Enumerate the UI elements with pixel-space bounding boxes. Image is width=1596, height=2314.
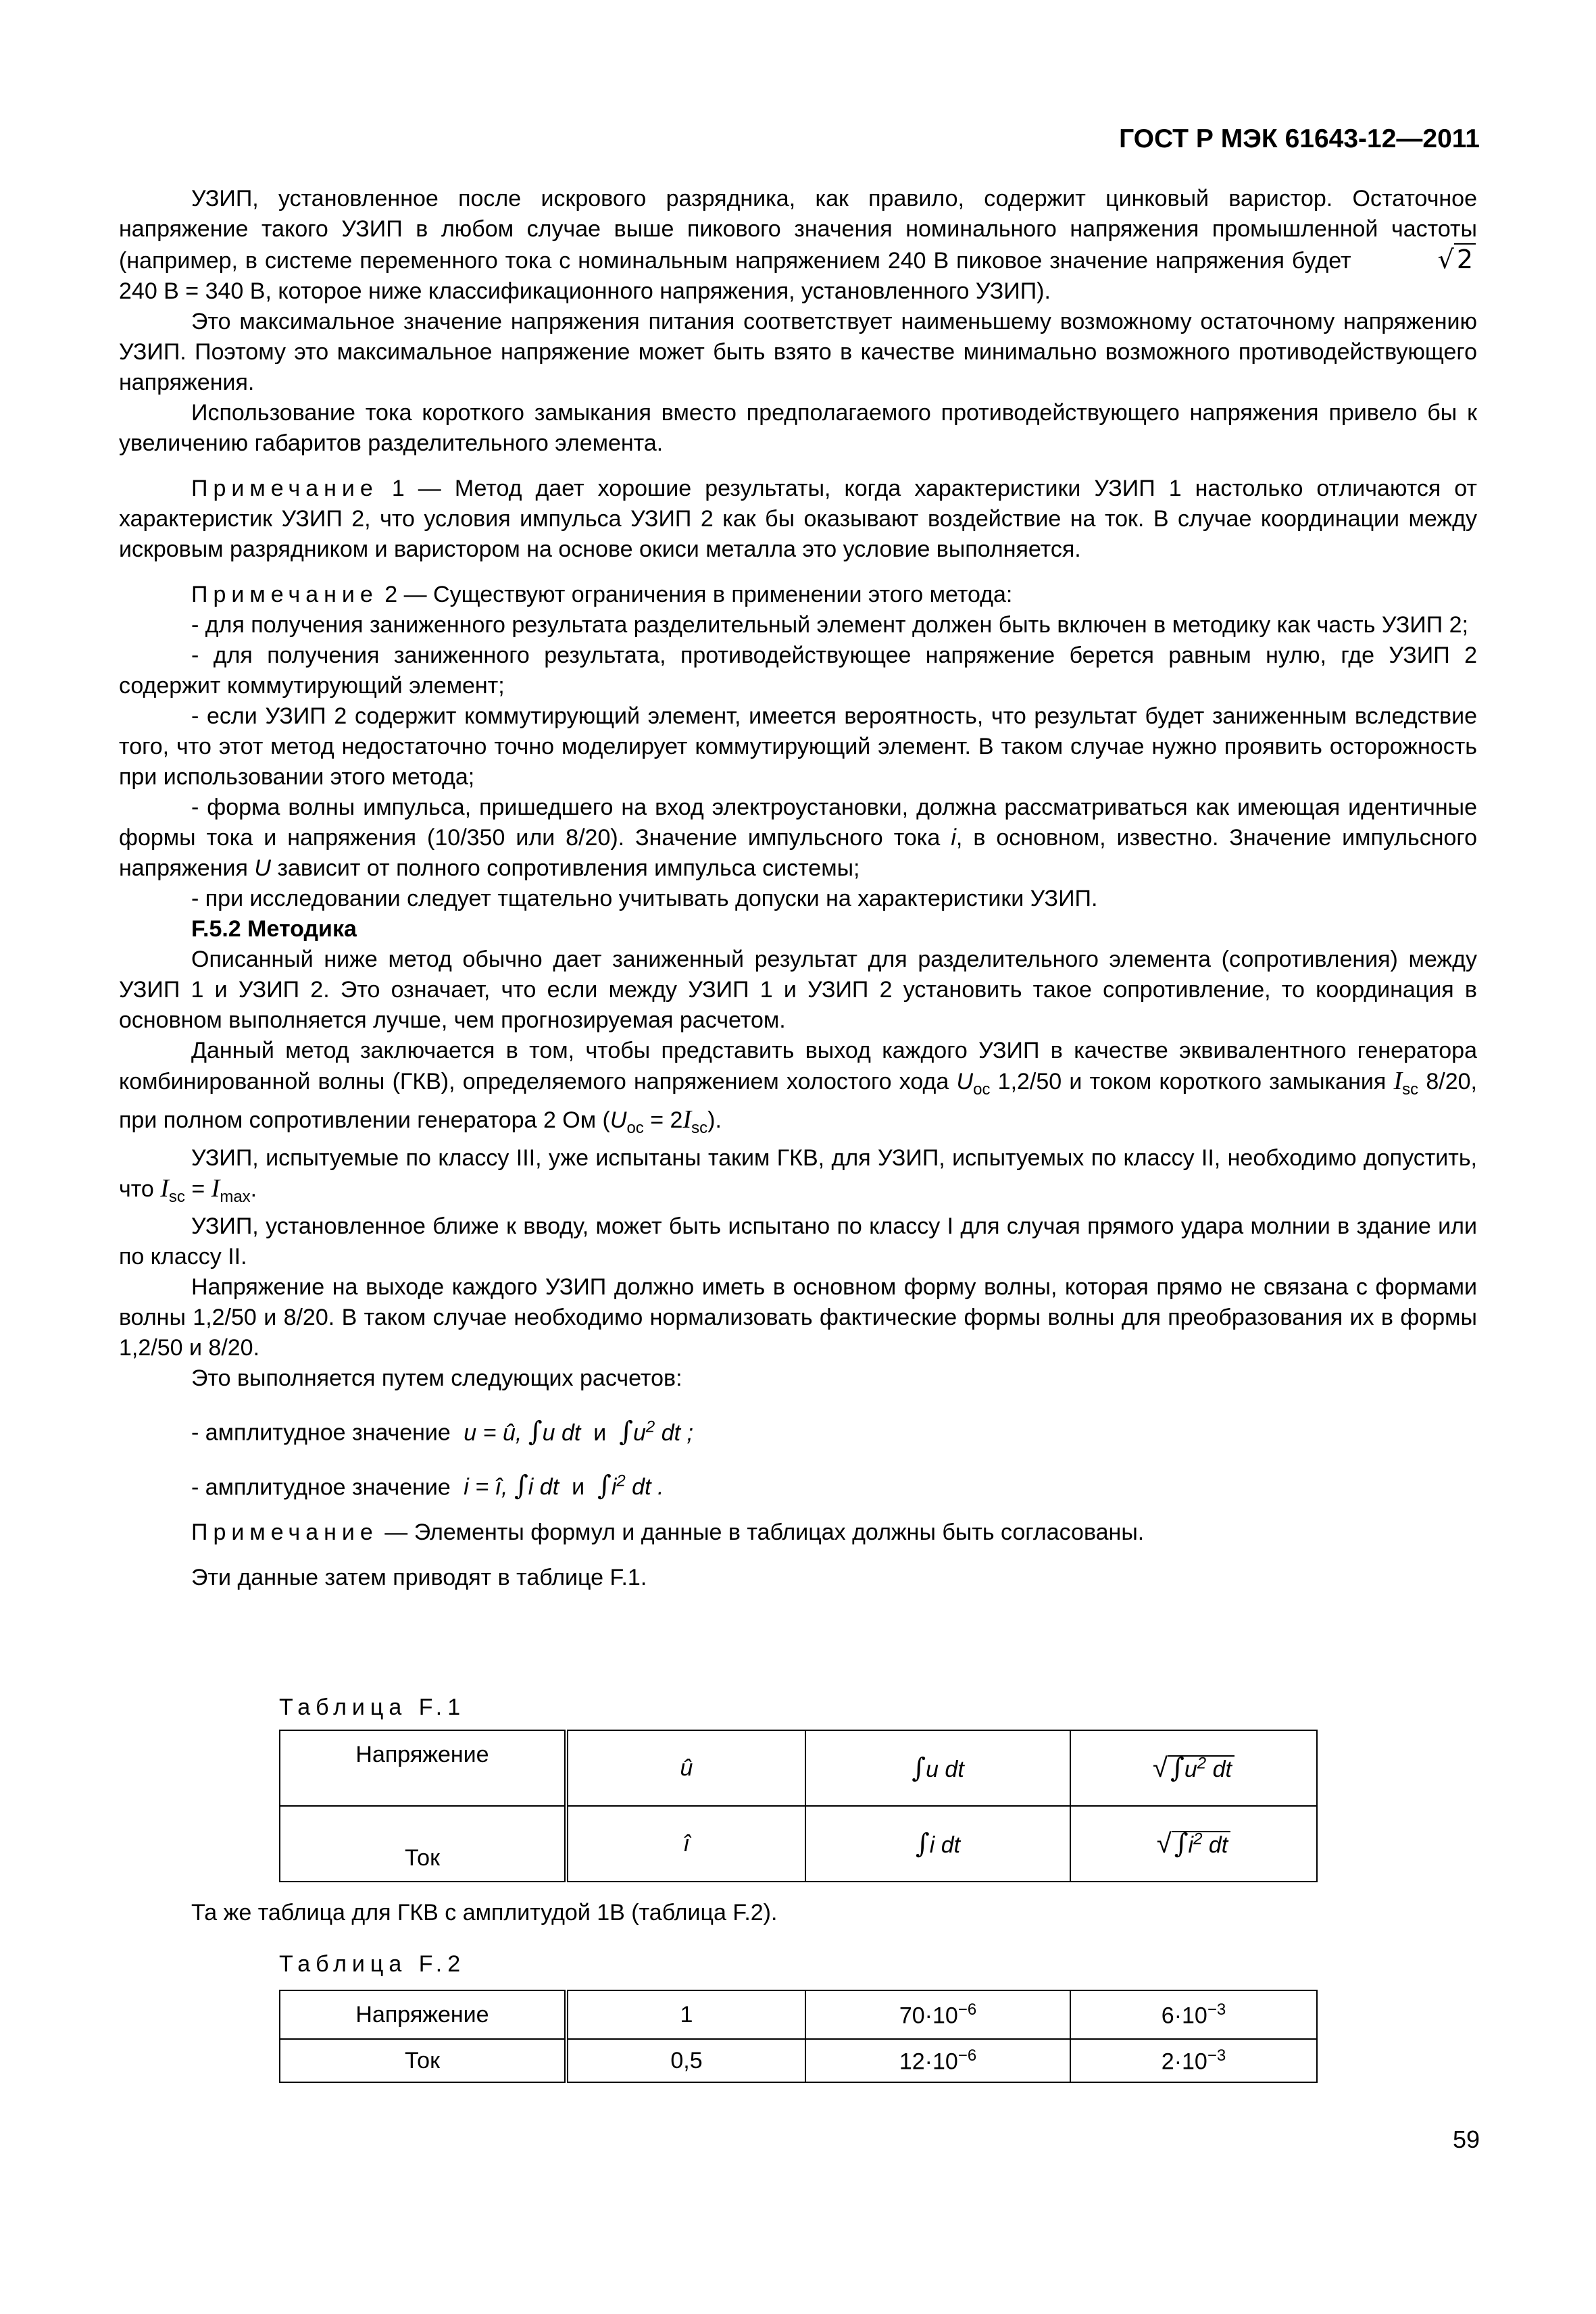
note-3: Примечание — Элементы формул и данные в таблицах должны быть согласованы. bbox=[191, 1519, 1145, 1546]
table-1 bbox=[279, 1730, 1318, 1882]
table-cell: $6\cdot 10^{-3}$ bbox=[1070, 1990, 1317, 2039]
standard-header: ГОСТ Р МЭК 61643-12—2011 bbox=[1119, 124, 1480, 153]
table-cell: $12\cdot 10^{-6}$ bbox=[805, 2039, 1070, 2082]
paragraph-5: Данный метод заключается в том, чтобы представить выход каждого УЗИП в качестве эквивалентного генератора комбинированной волны (ГКВ), определяемого напряжением холостого хода $U_{oc}$ 1,2/50 и током короткого замыкания $I_{sc}$ 8/20, при полном сопротивлении генератора 2 Ом $(U_{oc} = 2I_{sc})$. bbox=[119, 1038, 1477, 1137]
table-1-caption: Таблица F.1 bbox=[279, 1694, 466, 1720]
list-item: - при исследовании следует тщательно учитывать допуски на характеристики УЗИП. bbox=[191, 886, 1098, 911]
paragraph-1: УЗИП, установленное после искрового разрядника, как правило, содержит цинковый варистор. Остаточное напряжение такого УЗИП в любом случае выше пикового значения номинального напряжения промышленной частоты (например, в системе переменного тока с номинальным напряжением 240 В пиковое значение напряжения будет √ 2 240 В = 340 В, которое ниже классификационного напряжения, установленного УЗИП). bbox=[119, 186, 1477, 304]
paragraph-10: Эти данные затем приводят в таблице F.1. bbox=[191, 1565, 647, 1591]
table-2-caption: Таблица F.2 bbox=[279, 1951, 466, 1977]
list-item: - для получения заниженного результата, противодействующее напряжение берется равным нулю, где УЗИП 2 содержит коммутирующий элемент; bbox=[119, 643, 1477, 699]
table-cell: 1 bbox=[566, 1990, 805, 2039]
formula-voltage: - амплитудное значение u = û, ∫u dt и $\int u^2$ dt ; bbox=[191, 1415, 693, 1447]
list-item: - для получения заниженного результата разделительный элемент должен быть включен в методику как часть УЗИП 2; bbox=[191, 612, 1468, 638]
paragraph-9: Это выполняется путем следующих расчетов: bbox=[191, 1365, 682, 1392]
formula-current: - амплитудное значение i = î, ∫i dt и $\int i^2$ dt . bbox=[191, 1470, 664, 1502]
table-cell: √ $\int i^2$ dt bbox=[1070, 1806, 1317, 1882]
paragraph-6: УЗИП, испытуемые по классу III, уже испытаны таким ГКВ, для УЗИП, испытуемых по классу II, необходимо допустить, что $I_{sc} = I_{max}$. bbox=[119, 1145, 1477, 1206]
table-cell: √ $\int u^2$ dt bbox=[1070, 1730, 1317, 1806]
table-row bbox=[280, 1990, 1317, 2039]
table-cell: î bbox=[566, 1806, 805, 1882]
paragraph-4: Описанный ниже метод обычно дает заниженный результат для разделительного элемента (сопротивления) между УЗИП 1 и УЗИП 2. Это означает, что если между УЗИП 1 и УЗИП 2 установить такое сопротивление, то координация в основном выполняется лучше, чем прогнозируемая расчетом. bbox=[119, 947, 1477, 1033]
table-cell: $2\cdot 10^{-3}$ bbox=[1070, 2039, 1317, 2082]
sqrt-symbol: √ 2 bbox=[1366, 245, 1476, 275]
paragraph-2: Это максимальное значение напряжения питания соответствует наименьшему возможному остаточному напряжению УЗИП. Поэтому это максимальное напряжение может быть взято в качестве минимально возможного противодействующего напряжения. bbox=[119, 309, 1477, 395]
paragraph-7: УЗИП, установленное ближе к вводу, может быть испытано по классу I для случая прямого удара молнии в здание или по классу II. bbox=[119, 1213, 1477, 1270]
table-cell: ∫u dt bbox=[805, 1730, 1070, 1806]
table-row bbox=[280, 1730, 1317, 1806]
list-item: - форма волны импульса, пришедшего на вход электроустановки, должна рассматриваться как имеющая идентичные формы тока и напряжения (10/350 или 8/20). Значение импульсного тока i, в основном, известно. Значение импульсного напряжения U зависит от полного сопротивления импульса системы; bbox=[119, 795, 1477, 881]
note-2: Примечание 2 — Существуют ограничения в применении этого метода: bbox=[191, 582, 1013, 607]
page-number: 59 bbox=[1452, 2126, 1480, 2153]
section-title: F.5.2 Методика bbox=[191, 916, 357, 942]
body-text bbox=[119, 184, 1477, 1593]
list-item: - если УЗИП 2 содержит коммутирующий элемент, имеется вероятность, что результат будет заниженным вследствие того, что этот метод недостаточно точно моделирует коммутирующий элемент. В таком случае нужно проявить осторожность при использовании этого метода; bbox=[119, 703, 1477, 790]
table-row bbox=[280, 1806, 1317, 1882]
table-2 bbox=[279, 1990, 1318, 2083]
paragraph-8: Напряжение на выходе каждого УЗИП должно иметь в основном форму волны, которая прямо не связана с формами волны 1,2/50 и 8/20. В таком случае необходимо нормализовать фактические формы волны для преобразования их в формы 1,2/50 и 8/20. bbox=[119, 1274, 1477, 1361]
table-cell: $70\cdot 10^{-6}$ bbox=[805, 1990, 1070, 2039]
between-tables-text: Та же таблица для ГКВ с амплитудой 1В (таблица F.2). bbox=[191, 1900, 778, 1926]
table-cell: û bbox=[566, 1730, 805, 1806]
table-cell: Напряжение bbox=[280, 1730, 566, 1806]
table-cell: 0,5 bbox=[566, 2039, 805, 2082]
table-cell: Ток bbox=[280, 2039, 566, 2082]
paragraph-3: Использование тока короткого замыкания вместо предполагаемого противодействующего напряжения привело бы к увеличению габаритов разделительного элемента. bbox=[119, 400, 1477, 456]
note-1: Примечание 1 — Метод дает хорошие результаты, когда характеристики УЗИП 1 настолько отличаются от характеристик УЗИП 2, что условия импульса УЗИП 2 как бы оказывают воздействие на ток. В случае координации между искровым разрядником и варистором на основе окиси металла это условие выполняется. bbox=[119, 476, 1477, 562]
table-cell: ∫i dt bbox=[805, 1806, 1070, 1882]
table-cell: Напряжение bbox=[280, 1990, 566, 2039]
table-cell: Ток bbox=[280, 1806, 566, 1882]
table-row bbox=[280, 2039, 1317, 2082]
